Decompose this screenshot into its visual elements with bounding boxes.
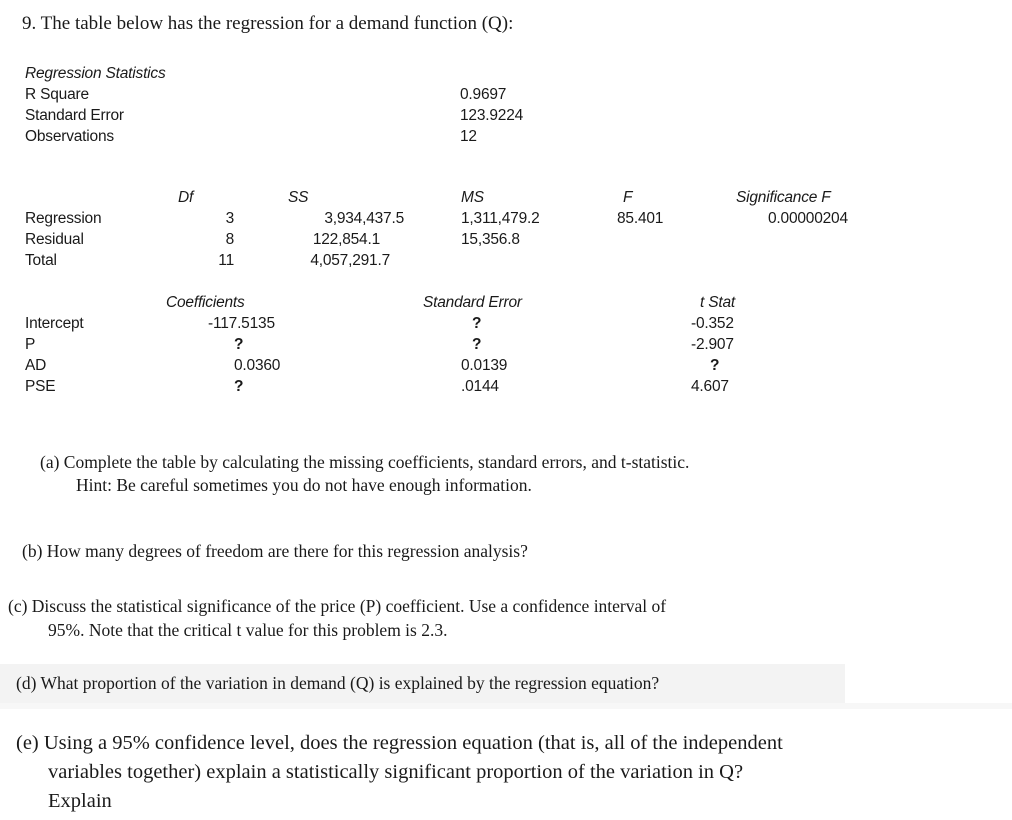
coef-header-t-stat: t Stat — [700, 294, 735, 311]
coef-value: -117.5135 — [208, 315, 275, 332]
anova-ms-value: 15,356.8 — [461, 231, 520, 248]
stat-label: R Square — [25, 86, 89, 103]
question-e-line-2: variables together) explain a statistically significant proportion of the variation in Q? — [48, 761, 744, 783]
stat-value: 0.9697 — [460, 86, 507, 103]
coef-t-value: -2.907 — [691, 336, 734, 353]
question-b: (b) How many degrees of freedom are there for this regression analysis? — [22, 541, 528, 561]
question-title: 9. The table below has the regression for a demand function (Q): — [22, 13, 514, 34]
coef-t-value: ? — [710, 357, 720, 374]
question-a-line-2: Hint: Be careful sometimes you do not have enough information. — [76, 475, 532, 495]
anova-header-f: F — [623, 189, 633, 206]
coef-header-standard-error: Standard Error — [423, 294, 522, 311]
coef-row-label: Intercept — [25, 315, 84, 332]
stat-label: Observations — [25, 128, 114, 145]
anova-ss-value: 4,057,291.7 — [310, 252, 390, 269]
anova-ms-value: 1,311,479.2 — [461, 210, 540, 227]
anova-significance-value: 0.00000204 — [768, 210, 848, 227]
coef-se-value: ? — [472, 336, 482, 353]
coef-value: ? — [234, 378, 244, 395]
question-e-line-1: (e) Using a 95% confidence level, does the regression equation (that is, all of the independent — [16, 732, 783, 754]
anova-row-label: Regression — [25, 210, 102, 227]
anova-df-value: 11 — [218, 252, 234, 269]
anova-row-label: Total — [25, 252, 57, 269]
anova-header-ss: SS — [288, 189, 309, 206]
coef-t-value: 4.607 — [691, 378, 729, 395]
coef-se-value: 0.0139 — [461, 357, 508, 374]
regression-statistics-heading: Regression Statistics — [25, 65, 166, 82]
coef-row-label: PSE — [25, 378, 56, 395]
stat-label: Standard Error — [25, 107, 124, 124]
question-c-line-1: (c) Discuss the statistical significance of the price (P) coefficient. Use a confidence interval of — [8, 596, 667, 616]
anova-f-value: 85.401 — [617, 210, 664, 227]
coef-t-value: -0.352 — [691, 315, 734, 332]
stat-value: 12 — [460, 128, 477, 145]
coef-row-label: P — [25, 336, 36, 353]
anova-ss-value: 3,934,437.5 — [324, 210, 404, 227]
anova-df-value: 3 — [225, 210, 234, 227]
coef-value: 0.0360 — [234, 357, 281, 374]
anova-header-df: Df — [178, 189, 194, 206]
anova-row-label: Residual — [25, 231, 84, 248]
question-d: (d) What proportion of the variation in demand (Q) is explained by the regression equation? — [16, 673, 660, 693]
anova-ss-value: 122,854.1 — [312, 231, 380, 248]
question-c-line-2: 95%. Note that the critical t value for this problem is 2.3. — [48, 620, 448, 640]
coef-se-value: ? — [472, 315, 482, 332]
question-e-band — [0, 703, 1012, 709]
coef-header-coefficients: Coefficients — [166, 294, 245, 311]
anova-header-significance: Significance F — [736, 189, 831, 206]
question-a-line-1: (a) Complete the table by calculating the missing coefficients, standard errors, and t-statistic. — [40, 452, 690, 472]
stat-value: 123.9224 — [460, 107, 524, 124]
anova-df-value: 8 — [225, 231, 234, 248]
anova-header-ms: MS — [461, 189, 484, 206]
coef-se-value: .0144 — [461, 378, 499, 395]
coef-row-label: AD — [25, 357, 47, 374]
coef-value: ? — [234, 336, 244, 353]
question-e-line-3: Explain — [48, 790, 112, 812]
